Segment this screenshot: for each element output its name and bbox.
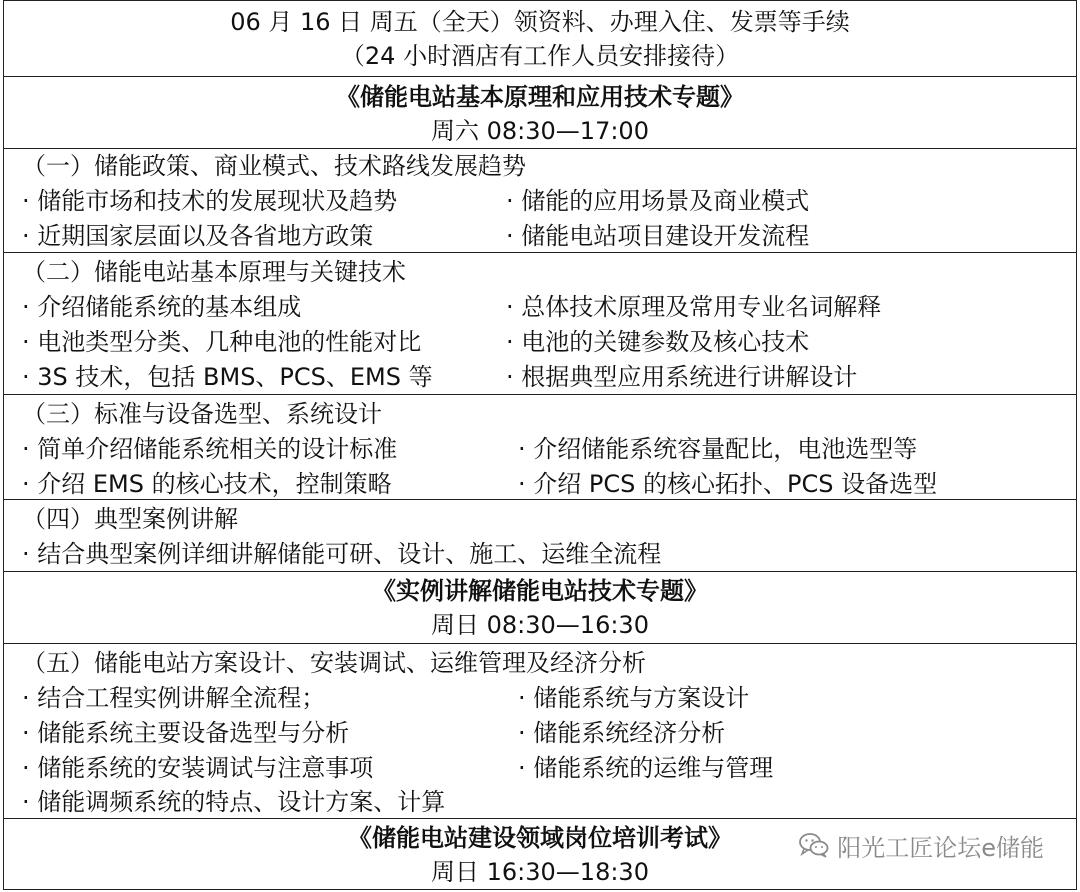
list-item: · 总体技术原理及常用专业名词解释 [506,293,882,321]
list-item: · 3S 技术，包括 BMS、PCS、EMS 等 [22,363,433,391]
list-item: · 结合典型案例详细讲解储能可研、设计、施工、运维全流程 [22,540,662,568]
topic-row-1 [4,76,1076,148]
topic-title: 《实例讲解储能电站技术专题》 [372,577,708,605]
list-item: · 电池类型分类、几种电池的性能对比 [22,328,422,356]
watermark-text: 阳光工匠论坛e储能 [837,833,1044,862]
list-item: · 近期国家层面以及各省地方政策 [22,222,374,250]
list-item: · 储能系统的运维与管理 [518,754,774,782]
registration-info: 06 月 16 日 周五（全天）领资料、办理入住、发票等手续 [230,8,850,36]
list-item: · 储能市场和技术的发展现状及趋势 [22,187,398,215]
section-3 [4,394,1076,499]
schedule-table [3,0,1077,890]
section-heading: （一）储能政策、商业模式、技术路线发展趋势 [22,152,526,180]
wechat-icon [799,832,829,858]
section-heading: （四）典型案例讲解 [22,505,238,533]
list-item: · 根据典型应用系统进行讲解设计 [506,363,858,391]
list-item: · 储能的应用场景及商业模式 [506,187,810,215]
topic-row-2 [4,571,1076,643]
watermark [799,828,1044,862]
list-item: · 简单介绍储能系统相关的设计标准 [22,435,398,463]
list-item: · 储能系统经济分析 [518,719,726,747]
header-row [4,1,1076,76]
list-item: · 介绍储能系统的基本组成 [22,293,302,321]
section-heading: （二）储能电站基本原理与关键技术 [22,258,406,286]
list-item: · 介绍 EMS 的核心技术，控制策略 [22,470,392,498]
reception-note: （24 小时酒店有工作人员安排接待） [340,42,740,70]
list-item: · 介绍 PCS 的核心拓扑、PCS 设备选型 [518,470,938,498]
topic-title: 《储能电站建设领域岗位培训考试》 [348,824,732,852]
topic-title: 《储能电站基本原理和应用技术专题》 [336,83,744,111]
list-item: · 电池的关键参数及核心技术 [506,328,810,356]
topic-time: 周六 08:30—17:00 [431,117,649,145]
section-2 [4,252,1076,394]
list-item: · 储能电站项目建设开发流程 [506,222,810,250]
list-item: · 储能系统与方案设计 [518,684,750,712]
list-item: · 结合工程实例讲解全流程； [22,684,326,712]
section-5 [4,643,1076,818]
topic-time: 周日 16:30—18:30 [431,858,649,886]
list-item: · 介绍储能系统容量配比，电池选型等 [518,435,918,463]
list-item: · 储能系统主要设备选型与分析 [22,719,350,747]
section-4 [4,499,1076,571]
list-item: · 储能系统的安装调试与注意事项 [22,754,374,782]
section-heading: （五）储能电站方案设计、安装调试、运维管理及经济分析 [22,649,646,677]
section-heading: （三）标准与设备选型、系统设计 [22,400,382,428]
list-item: · 储能调频系统的特点、设计方案、计算 [22,788,446,816]
section-1 [4,148,1076,252]
topic-time: 周日 08:30—16:30 [431,611,649,639]
